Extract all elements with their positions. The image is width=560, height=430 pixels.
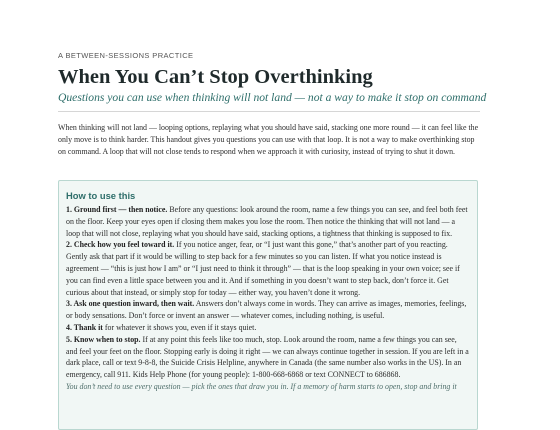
step-body: Answers don’t always come in words. They can arrive as images, memories, feelings, or body sensations. Don’t force or invent an answer — whatever comes, including nothing, is useful.	[66, 299, 467, 321]
step-body: If you notice anger, fear, or “I just want this gone,” that’s another part of you reacting. Gently ask that part if it would be willing to step back for a few minutes so you can listen. If what you notice instead is agreement — “this is just how I am” or “I just need to think it through” — that is the loop speaking in your own voice; see if you can find even a little space between you and it. And if something in you doesn’t want to step back, don’t force it. Get curious about that instead, or simply stop for today — either way, you haven’t done it wrong.	[66, 240, 460, 297]
step-lead: 5. Know when to stop.	[66, 334, 141, 344]
step-5	[66, 334, 470, 381]
step-body: Before any questions: look around the room, name a few things you can see, and feel both feet on the floor. Keep your eyes open if closing them makes you lose the room. Then notice the thinking that will not land — a loop that will not close, replaying what you should have said, stacking options, a tightness that thinking is supposed to fix.	[66, 205, 468, 238]
step-1	[66, 204, 470, 239]
step-3	[66, 298, 470, 322]
closing-note: You don’t need to use every question — pick the ones that draw you in. If a memory of harm starts to open, stop and bring it	[66, 381, 457, 391]
step-body: If at any point this feels like too much, stop. Look around the room, name a few things you can see, and feel your feet on the floor. Stopping early is doing it right — we can always continue together in session. If you are left in a dark place, call or text 9-8-8, the Suicide Crisis Helpline, anywhere in Canada (the same number also works in the US). In an emergency, call 911. Kids Help Phone (for young people): 1-800-668-6868 or text CONNECT to 686868.	[66, 334, 469, 380]
divider	[58, 111, 480, 112]
step-lead: 2. Check how you feel toward it.	[66, 240, 175, 250]
how-to-heading: How to use this	[66, 190, 136, 201]
step-lead: 4. Thank it	[66, 322, 103, 332]
page-title: When You Can’t Stop Overthinking	[58, 66, 373, 88]
step-2	[66, 239, 470, 298]
step-4	[66, 322, 470, 334]
intro-paragraph: When thinking will not land — looping options, replaying what you should have said, stacking one more round — it can feel like the only move is to think harder. This handout gives you questions you can use with that loop. It is not a way to make overthinking stop on command. A loop that will not close tends to respond when we approach it with curiosity, instead of trying to shut it down.	[58, 123, 479, 156]
eyebrow-label: A BETWEEN-SESSIONS PRACTICE	[58, 51, 194, 60]
page-subtitle: Questions you can use when thinking will not land — not a way to make it stop on command	[58, 91, 487, 104]
step-body: for whatever it shows you, even if it stays quiet.	[102, 322, 257, 332]
step-lead: 3. Ask one question inward, then wait.	[66, 299, 195, 309]
step-lead: 1. Ground first — then notice.	[66, 205, 168, 214]
how-to-use-box	[58, 180, 478, 430]
